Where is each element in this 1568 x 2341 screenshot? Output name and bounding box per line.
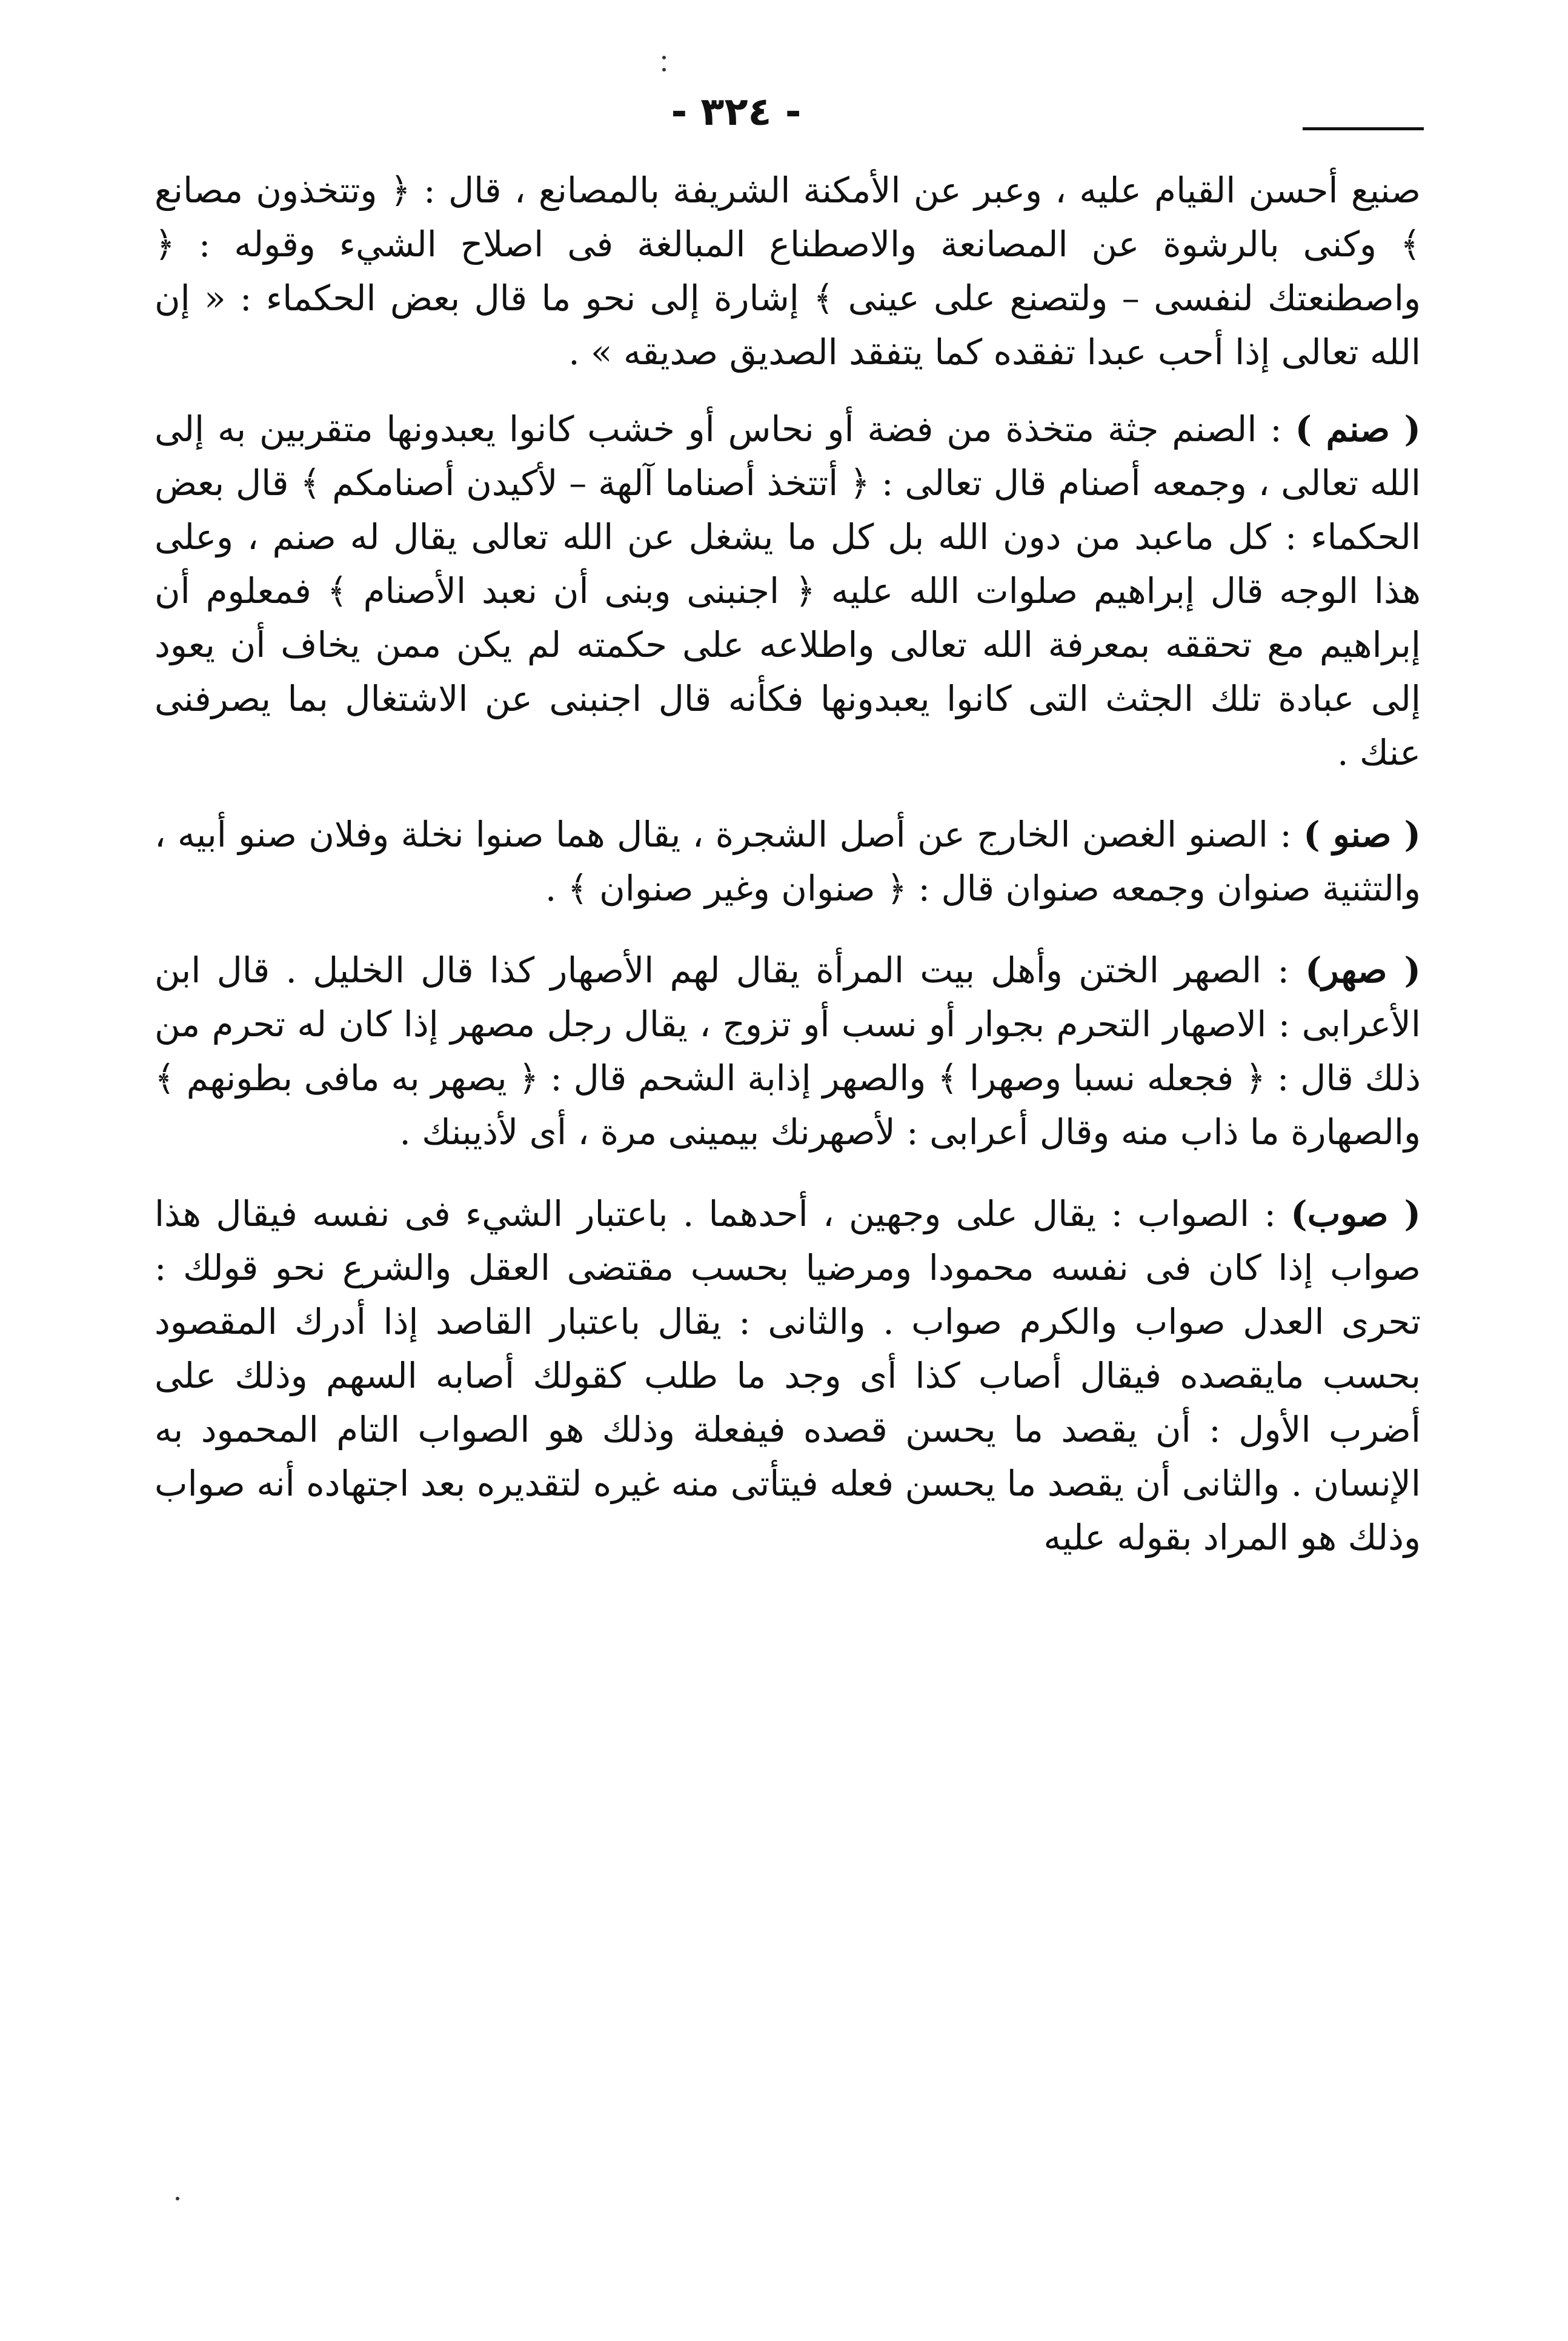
entry-paragraph [154, 944, 1421, 1159]
page-header [0, 85, 1568, 139]
entry-text: : الصهر الختن وأهل بيت المرأة يقال لهم الأصهار كذا قال الخليل . قال ابن الأعرابى : الاصهار التحرم بجوار أو نسب أو تزوج ، يقال رجل مصهر إذا كان له تحرم من ذلك قال : ﴿ فجعله نسبا وصهرا ﴾ والصهر إذابة الشحم قال : ﴿ يصهر به مافى بطونهم ﴾ والصهارة ما ذاب منه وقال أعرابى : لأصهرنك بيمينى مرة ، أى لأذيبنك . [154, 950, 1421, 1153]
scan-speck [662, 68, 666, 72]
entry-headword: ( صنم ) [1295, 408, 1421, 450]
body-text [154, 164, 1421, 1593]
entry-text: : الصواب : يقال على وجهين ، أحدهما . باعتبار الشيء فى نفسه فيقال هذا صواب إذا كان فى نفسه محمودا ومرضيا بحسب مقتضى العقل والشرع نحو قولك : تحرى العدل صواب والكرم صواب . والثانى : يقال باعتبار القاصد إذا أدرك المقصود بحسب مايقصده فيقال أصاب كذا أى وجد ما طلب كقولك أصابه السهم وذلك على أضرب الأول : أن يقصد ما يحسن قصده فيفعلة وذلك هو الصواب التام المحمود به الإنسان . والثانى أن يقصد ما يحسن فعله فيتأتى منه غيره لتقديره بعد اجتهاده أنه صواب وذلك هو المراد بقوله عليه [154, 1193, 1421, 1558]
scan-speck [176, 2197, 179, 2200]
page-number: - ٣٢٤ - [671, 90, 802, 135]
scan-speck [662, 56, 666, 59]
entry-text: : الصنو الغصن الخارج عن أصل الشجرة ، يقال هما صنوا نخلة وفلان صنو أبيه ، والتثنية صنوان وجمعه صنوان قال : ﴿ صنوان وغير صنوان ﴾ . [154, 814, 1421, 909]
entry-headword: ( صنو ) [1303, 814, 1421, 855]
entry-headword: ( صوب) [1291, 1193, 1421, 1234]
paragraph [154, 164, 1421, 379]
entry-paragraph [154, 1187, 1421, 1565]
paragraph-text: صنيع أحسن القيام عليه ، وعبر عن الأمكنة الشريفة بالمصانع ، قال : ﴿ وتتخذون مصانع ﴾ وكنى بالرشوة عن المصانعة والاصطناع المبالغة فى اصلاح الشيء وقوله : ﴿ واصطنعتك لنفسى – ولتصنع على عينى ﴾ إشارة إلى نحو ما قال بعض الحكماء : « إن الله تعالى إذا أحب عبدا تفقده كما يتفقد الصديق صديقه » . [154, 170, 1421, 373]
entry-paragraph [154, 402, 1421, 780]
entry-paragraph [154, 808, 1421, 916]
entry-text: : الصنم جثة متخذة من فضة أو نحاس أو خشب كانوا يعبدونها متقربين به إلى الله تعالى ، وجمعه أصنام قال تعالى : ﴿ أتتخذ أصناما آلهة – لأكيدن أصنامكم ﴾ قال بعض الحكماء : كل ماعبد من دون الله بل كل ما يشغل عن الله تعالى يقال له صنم ، وعلى هذا الوجه قال إبراهيم صلوات الله عليه ﴿ اجنبنى وبنى أن نعبد الأصنام ﴾ فمعلوم أن إبراهيم مع تحققه بمعرفة الله تعالى واطلاعه على حكمته لم يكن ممن يخاف أن يعود إلى عبادة تلك الجثث التى كانوا يعبدونها فكأنه قال اجنبنى عن الاشتغال بما يصرفنى عنك . [154, 408, 1421, 773]
header-rule [1303, 127, 1424, 130]
entry-headword: ( صهر) [1305, 950, 1421, 991]
